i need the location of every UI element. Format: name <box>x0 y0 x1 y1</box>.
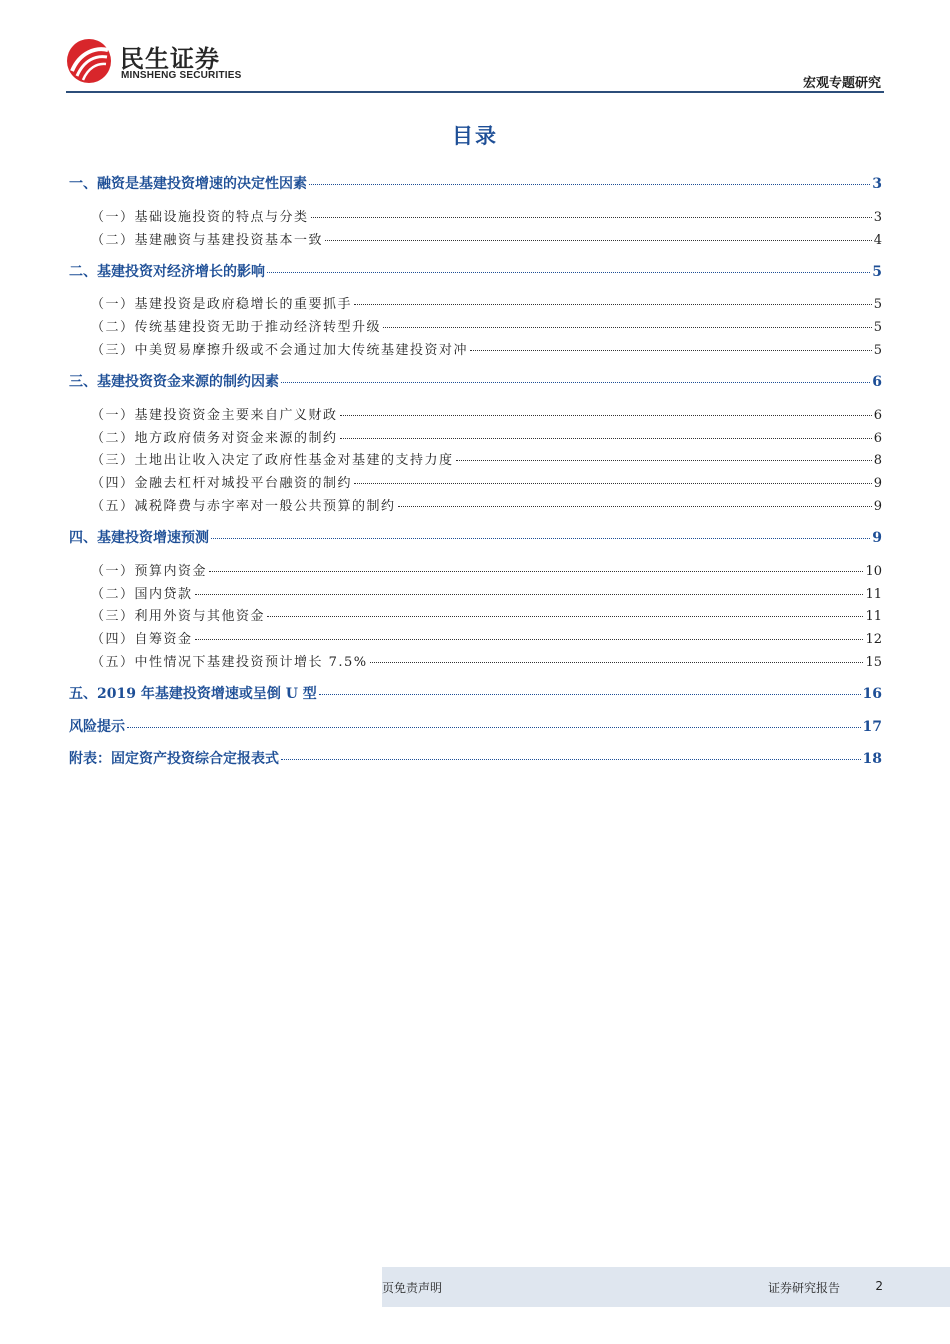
dot-leader <box>325 240 872 241</box>
minsheng-logo-icon <box>66 38 112 84</box>
toc-entry-page: 10 <box>865 564 882 579</box>
report-label: 证券研究报告 <box>767 1281 840 1295</box>
dot-leader <box>309 184 870 185</box>
toc-title: 目录 <box>452 124 498 148</box>
toc-entry-label: 五、2019 年基建投资增速或呈倒 U 型 <box>69 686 317 702</box>
toc-entry-label: （二）地方政府债务对资金来源的制约 <box>91 431 338 446</box>
toc-subsection-2-2[interactable] <box>91 316 882 335</box>
toc-section-1[interactable] <box>69 173 882 193</box>
toc-subsection-3-4[interactable] <box>91 472 882 491</box>
toc-entry-page: 3 <box>873 210 882 225</box>
toc-entry-page: 12 <box>865 632 882 647</box>
dot-leader <box>209 571 863 572</box>
dot-leader <box>340 415 872 416</box>
toc-section-risk[interactable] <box>69 716 882 736</box>
company-logo <box>66 38 256 88</box>
toc-entry-page: 11 <box>865 587 882 602</box>
toc-entry-label: （三）中美贸易摩擦升级或不会通过加大传统基建投资对冲 <box>91 343 469 358</box>
dot-leader <box>311 217 872 218</box>
toc-entry-page: 9 <box>873 476 882 491</box>
toc-section-4[interactable] <box>69 527 882 547</box>
toc-entry-page: 9 <box>872 530 882 546</box>
toc-subsection-1-1[interactable] <box>91 206 882 225</box>
toc-entry-label: （一）基建投资资金主要来自广义财政 <box>91 408 338 423</box>
toc-subsection-4-5[interactable] <box>91 651 882 670</box>
toc-entry-page: 5 <box>873 297 882 312</box>
toc-entry-page: 16 <box>862 686 882 702</box>
toc-entry-label: （五）中性情况下基建投资预计增长 7.5% <box>91 655 368 670</box>
logo-chinese-name: 民生证券 <box>120 45 220 73</box>
dot-leader <box>281 382 870 383</box>
toc-entry-page: 9 <box>873 499 882 514</box>
dot-leader <box>398 506 872 507</box>
toc-entry-page: 6 <box>873 408 882 423</box>
dot-leader <box>456 460 872 461</box>
dot-leader <box>354 304 872 305</box>
toc-entry-page: 3 <box>872 176 882 192</box>
logo-english-name: MINSHENG SECURITIES <box>121 70 242 81</box>
toc-entry-label: 四、基建投资增速预测 <box>69 530 209 546</box>
toc-entry-label: （四）金融去杠杆对城投平台融资的制约 <box>91 476 353 491</box>
toc-subsection-4-3[interactable] <box>91 605 882 624</box>
dot-leader <box>319 694 861 695</box>
toc-subsection-2-1[interactable] <box>91 293 882 312</box>
dot-leader <box>195 594 864 595</box>
toc-entry-page: 8 <box>873 453 882 468</box>
dot-leader <box>281 759 861 760</box>
dot-leader <box>370 662 864 663</box>
toc-subsection-3-2[interactable] <box>91 427 882 446</box>
toc-entry-page: 5 <box>873 343 882 358</box>
toc-entry-page: 17 <box>862 719 882 735</box>
dot-leader <box>267 616 863 617</box>
toc-entry-label: （二）传统基建投资无助于推动经济转型升级 <box>91 320 382 335</box>
dot-leader <box>354 483 872 484</box>
toc-entry-page: 15 <box>865 655 882 670</box>
toc-entry-page: 11 <box>865 609 882 624</box>
page-footer <box>382 1267 950 1307</box>
toc-entry-label: （一）基建投资是政府稳增长的重要抓手 <box>91 297 353 312</box>
toc-entry-label: （二）国内贷款 <box>91 587 193 602</box>
toc-entry-page: 4 <box>873 233 882 248</box>
toc-entry-page: 5 <box>873 320 882 335</box>
toc-entry-page: 6 <box>872 374 882 390</box>
toc-entry-label: （二）基建融资与基建投资基本一致 <box>91 233 324 248</box>
dot-leader <box>470 350 872 351</box>
toc-subsection-1-2[interactable] <box>91 229 882 248</box>
toc-subsection-3-5[interactable] <box>91 495 882 514</box>
toc-section-3[interactable] <box>69 371 882 391</box>
toc-section-5[interactable] <box>69 683 882 703</box>
toc-subsection-4-2[interactable] <box>91 583 882 602</box>
toc-entry-label: 风险提示 <box>69 719 125 735</box>
toc-entry-label: （四）自筹资金 <box>91 632 193 647</box>
toc-subsection-4-1[interactable] <box>91 560 882 579</box>
dot-leader <box>127 727 861 728</box>
toc-entry-label: （三）土地出让收入决定了政府性基金对基建的支持力度 <box>91 453 454 468</box>
toc-entry-label: 一、融资是基建投资增速的决定性因素 <box>69 176 307 192</box>
toc-entry-label: （一）预算内资金 <box>91 564 208 579</box>
dot-leader <box>383 327 872 328</box>
toc-entry-page: 6 <box>873 431 882 446</box>
page-header <box>0 0 950 100</box>
toc-entry-label: （五）减税降费与赤字率对一般公共预算的制约 <box>91 499 396 514</box>
report-type: 宏观专题研究 <box>802 76 881 91</box>
toc-entry-page: 18 <box>862 751 882 767</box>
page-number: 2 <box>875 1279 883 1293</box>
toc-subsection-2-3[interactable] <box>91 339 882 358</box>
header-divider <box>66 91 884 93</box>
dot-leader <box>195 639 864 640</box>
toc-entry-label: （三）利用外资与其他资金 <box>91 609 266 624</box>
dot-leader <box>267 272 870 273</box>
toc-section-2[interactable] <box>69 261 882 281</box>
dot-leader <box>340 438 872 439</box>
disclaimer-link[interactable]: 页免责声明 <box>382 1281 443 1295</box>
toc-subsection-4-4[interactable] <box>91 628 882 647</box>
toc-entry-label: 三、基建投资资金来源的制约因素 <box>69 374 279 390</box>
dot-leader <box>211 538 870 539</box>
toc-subsection-3-3[interactable] <box>91 449 882 468</box>
toc-entry-label: 附表：固定资产投资综合定报表式 <box>69 751 279 767</box>
toc-entry-label: （一）基础设施投资的特点与分类 <box>91 210 309 225</box>
toc-entry-label: 二、基建投资对经济增长的影响 <box>69 264 265 280</box>
toc-entry-page: 5 <box>872 264 882 280</box>
toc-subsection-3-1[interactable] <box>91 404 882 423</box>
toc-section-appendix[interactable] <box>69 748 882 768</box>
